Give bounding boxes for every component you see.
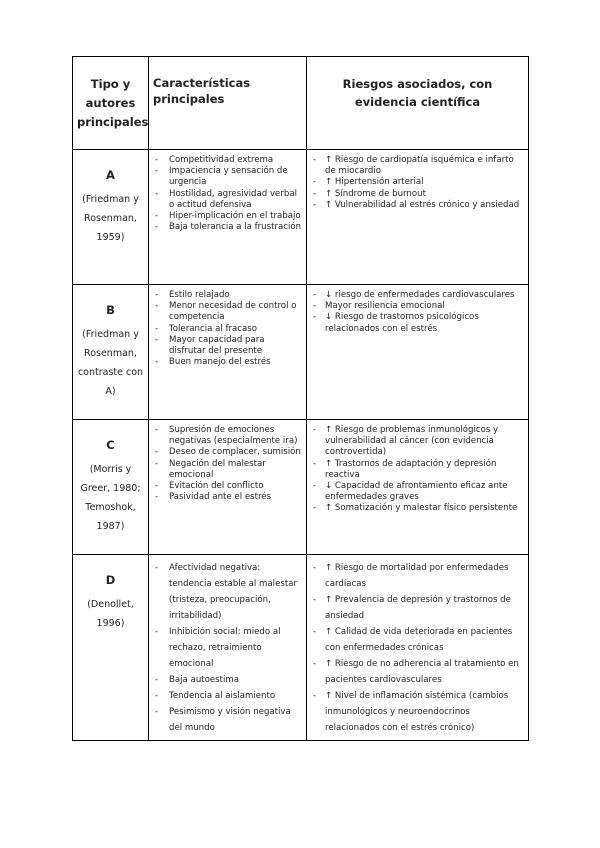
list-item: - ↑ Síndrome de burnout <box>313 189 524 200</box>
features-list <box>149 420 306 507</box>
list-item: - ↑ Riesgo de cardiopatía isquémica e infarto de miocardio <box>313 155 524 177</box>
type-letter: A <box>106 168 115 182</box>
header-cell-type <box>73 57 149 150</box>
features-list <box>149 285 306 372</box>
list-item: - Buen manejo del estrés <box>155 357 302 368</box>
risks-list <box>307 420 528 519</box>
list-item: - Evitación del conflicto <box>155 481 302 492</box>
list-item: - ↑ Riesgo de problemas inmunológicos y vulnerabilidad al cáncer (con evidencia controvertida) <box>313 425 524 459</box>
list-item: - Pesimismo y visión negativa del mundo <box>155 704 302 736</box>
risks-cell <box>307 285 529 420</box>
type-letter: C <box>106 438 115 452</box>
list-item: - Tolerancia al fracaso <box>155 324 302 335</box>
list-item: - Baja autoestima <box>155 672 302 688</box>
type-cell <box>73 150 149 285</box>
list-item: - ↑ Vulnerabilidad al estrés crónico y ansiedad <box>313 200 524 211</box>
header-risks-label: Riesgos asociados, con evidencia científica <box>342 77 493 109</box>
risks-cell <box>307 555 529 741</box>
list-item: - Impaciencia y sensación de urgencia <box>155 166 302 188</box>
list-item: - ↓ riesgo de enfermedades cardiovasculares <box>313 290 524 301</box>
list-item: - Negación del malestar emocional <box>155 459 302 481</box>
list-item: - ↓ Riesgo de trastornos psicológicos relacionados con el estrés <box>313 312 524 334</box>
list-item: - ↑ Somatización y malestar físico persistente <box>313 503 524 514</box>
list-item: - ↑ Riesgo de mortalidad por enfermedades cardíacas <box>313 560 524 592</box>
type-letter: B <box>106 303 115 317</box>
list-item: - Mayor capacidad para disfrutar del presente <box>155 335 302 357</box>
list-item: - ↓ Capacidad de afrontamiento eficaz ante enfermedades graves <box>313 481 524 503</box>
risks-list <box>307 150 528 215</box>
list-item: - ↑ Trastornos de adaptación y depresión reactiva <box>313 459 524 481</box>
type-authors: (Denollet, 1996) <box>87 599 134 629</box>
list-item: - Pasividad ante el estrés <box>155 492 302 503</box>
list-item: - Mayor resiliencia emocional <box>313 301 524 312</box>
list-item: - Estilo relajado <box>155 290 302 301</box>
header-features-label: Características principales <box>153 76 251 106</box>
list-item: - ↑ Nivel de inflamación sistémica (cambios inmunológicos y neuroendocrinos relacionados con el estrés crónico) <box>313 688 524 736</box>
features-list <box>149 150 306 237</box>
features-list <box>149 555 306 740</box>
list-item: - Hostilidad, agresividad verbal o actitud defensiva <box>155 189 302 211</box>
list-item: - ↑ Calidad de vida deteriorada en pacientes con enfermedades crónicas <box>313 624 524 656</box>
type-authors: (Friedman y Rosenman, contraste con A) <box>77 329 144 397</box>
table-row-type-b <box>73 285 529 420</box>
type-cell <box>73 555 149 741</box>
header-cell-risks <box>307 57 529 150</box>
list-item: - Tendencia al aislamiento <box>155 688 302 704</box>
risks-cell <box>307 420 529 555</box>
type-authors: (Friedman y Rosenman, 1959) <box>82 194 139 243</box>
features-cell <box>149 285 307 420</box>
features-cell <box>149 555 307 741</box>
list-item: - Baja tolerancia a la frustración <box>155 222 302 233</box>
type-cell <box>73 285 149 420</box>
risks-cell <box>307 150 529 285</box>
header-type-label: Tipo y autores principales <box>77 77 149 129</box>
list-item: - Competitividad extrema <box>155 155 302 166</box>
header-cell-features <box>149 57 307 150</box>
features-cell <box>149 150 307 285</box>
list-item: - Inhibición social: miedo al rechazo, retraimiento emocional <box>155 624 302 672</box>
list-item: - Hiper-implicación en el trabajo <box>155 211 302 222</box>
table-row-type-d <box>73 555 529 741</box>
type-cell <box>73 420 149 555</box>
risks-list <box>307 285 528 339</box>
table-row-type-a <box>73 150 529 285</box>
personality-types-table <box>72 56 529 741</box>
list-item: - Deseo de complacer, sumisión <box>155 447 302 458</box>
table-row-type-c <box>73 420 529 555</box>
table-header-row <box>73 57 529 150</box>
risks-list <box>307 555 528 740</box>
features-cell <box>149 420 307 555</box>
list-item: - ↑ Hipertensión arterial <box>313 177 524 188</box>
list-item: - ↑ Prevalencia de depresión y trastornos de ansiedad <box>313 592 524 624</box>
type-authors: (Morris y Greer, 1980; Temoshok, 1987) <box>80 464 141 532</box>
type-letter: D <box>105 573 116 587</box>
list-item: - Afectividad negativa: tendencia estable al malestar (tristeza, preocupación, irritabilidad) <box>155 560 302 624</box>
list-item: - Supresión de emociones negativas (especialmente ira) <box>155 425 302 447</box>
list-item: - Menor necesidad de control o competencia <box>155 301 302 323</box>
list-item: - ↑ Riesgo de no adherencia al tratamiento en pacientes cardiovasculares <box>313 656 524 688</box>
